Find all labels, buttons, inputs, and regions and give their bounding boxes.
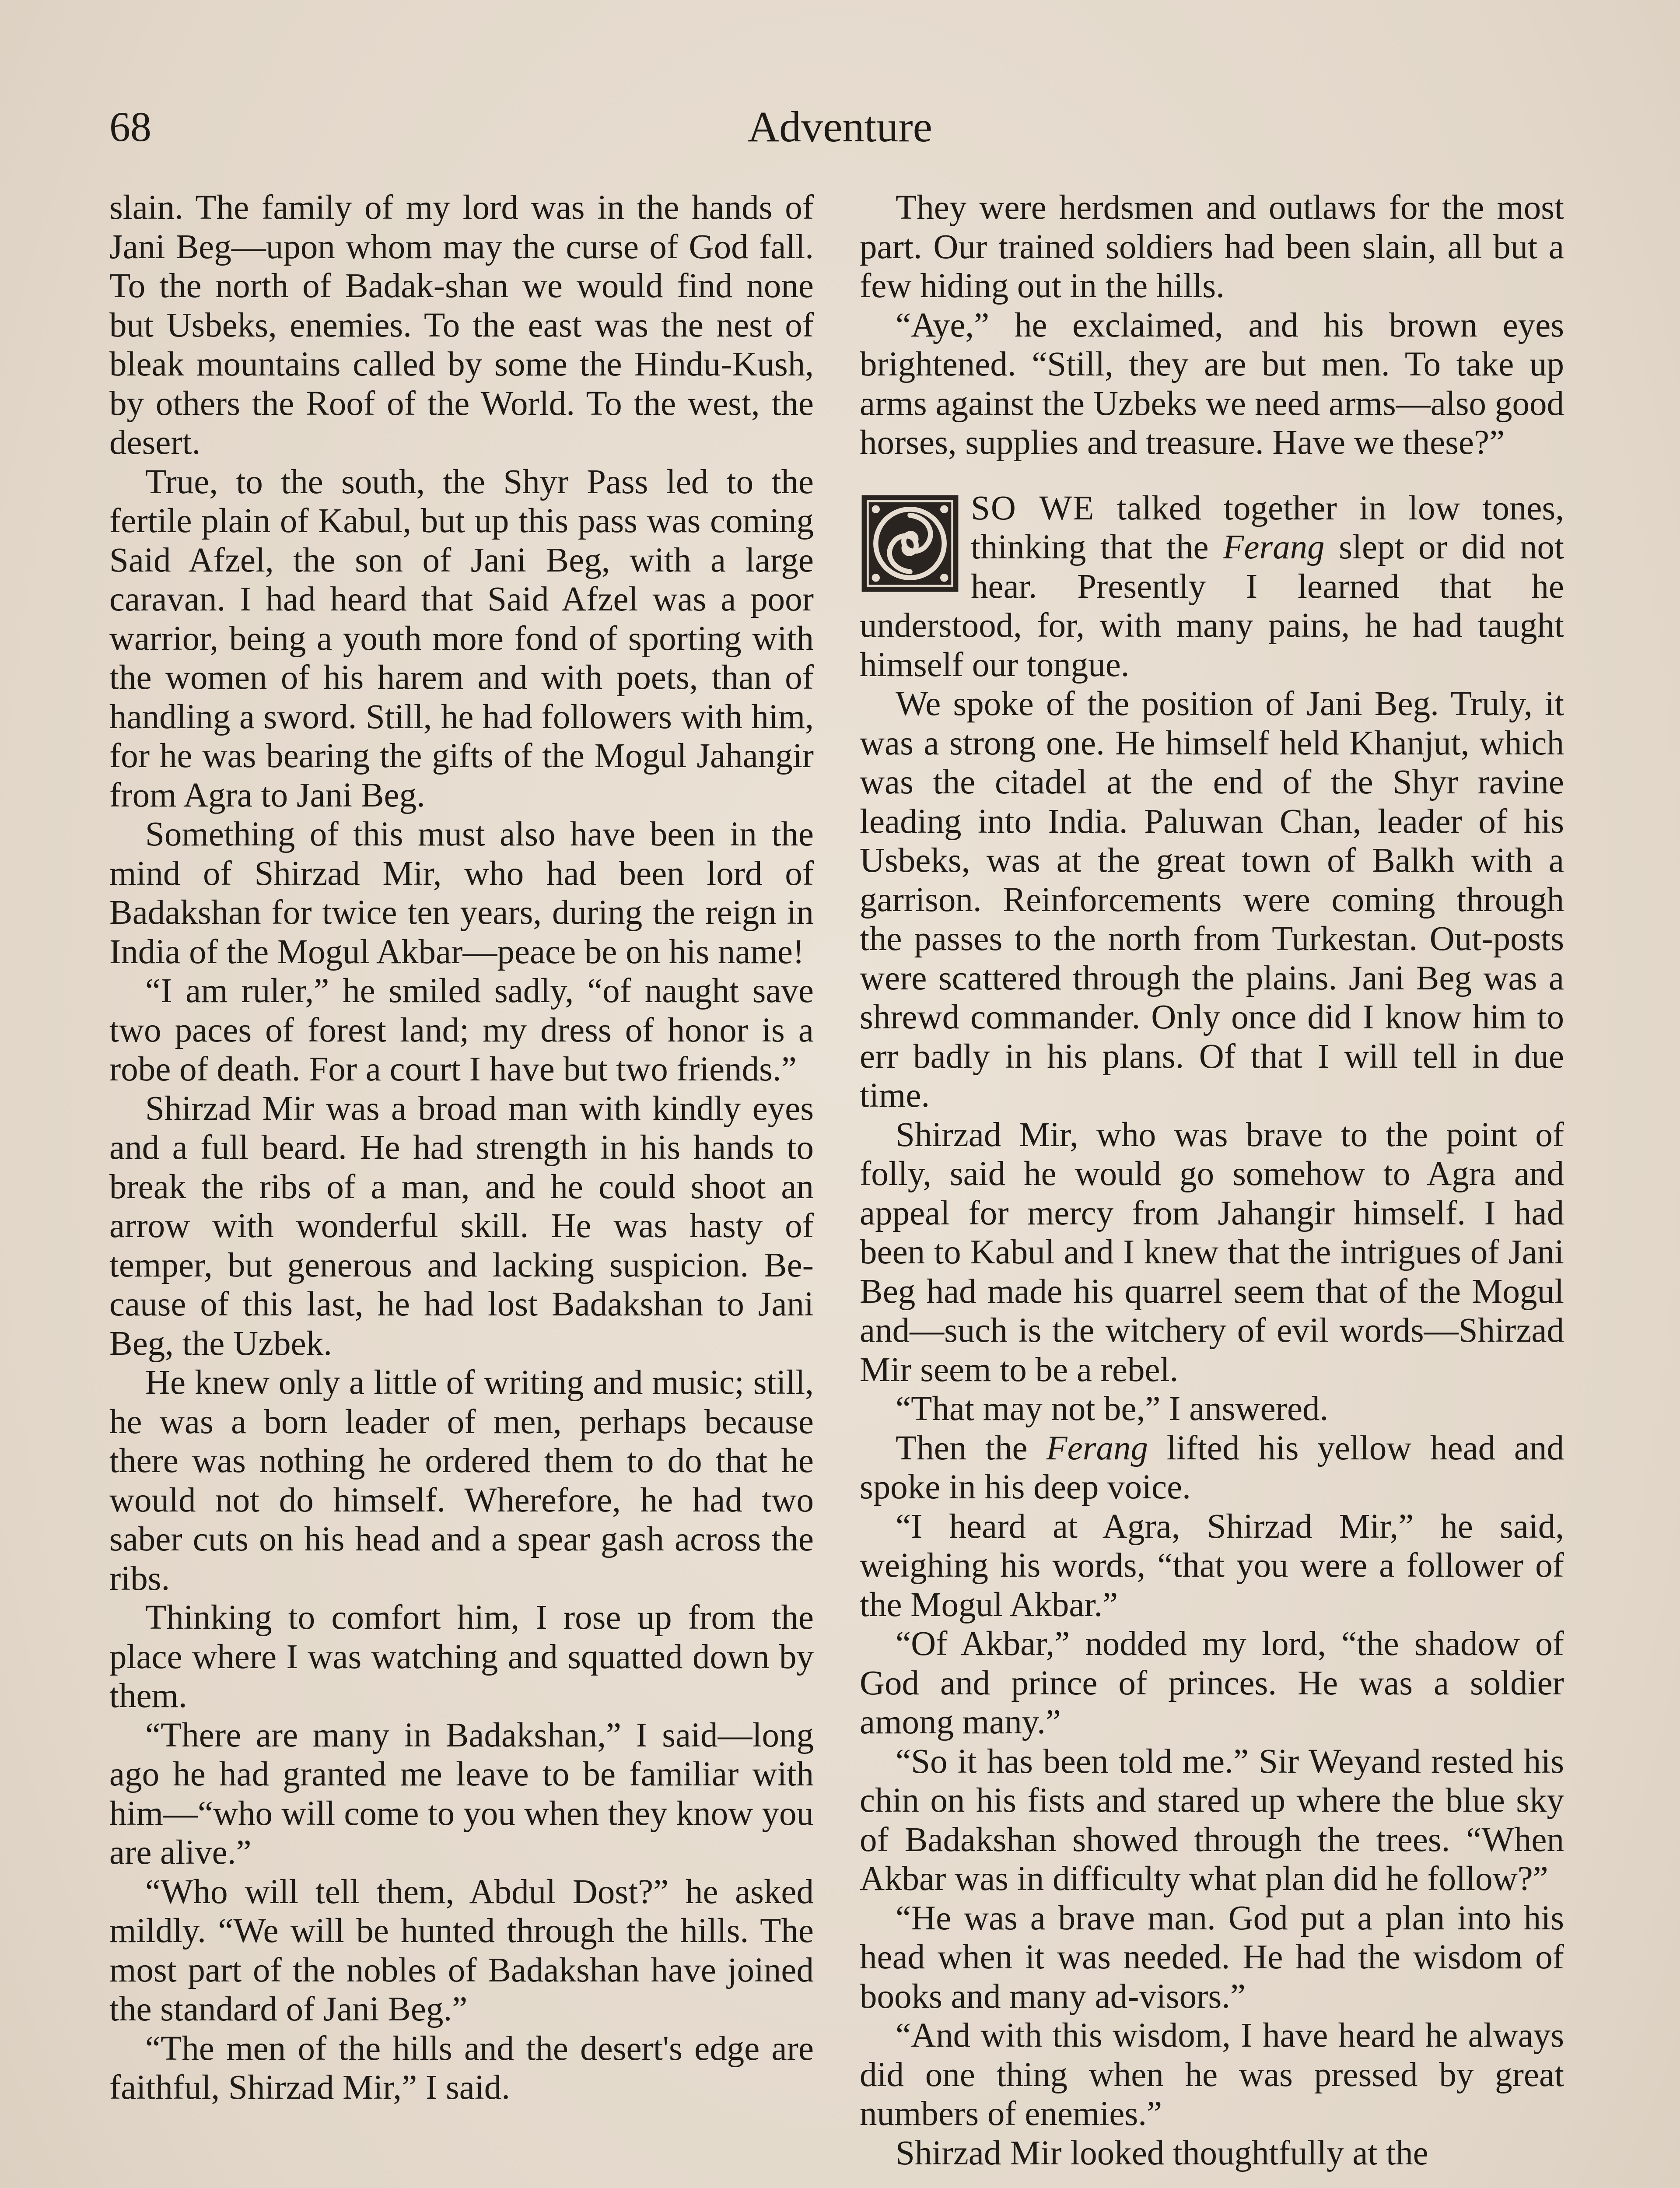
italic-word: Ferang	[1223, 528, 1325, 566]
page-header	[109, 96, 1571, 158]
paragraph	[860, 489, 1564, 685]
paragraph	[860, 1429, 1564, 1507]
running-title: Adventure	[747, 102, 933, 151]
paragraph: “Who will tell them, Abdul Dost?” he asked mildly. “We will be hunted through the hills. The most part of the nobles of Badakshan have joined the standard of Jani Beg.”	[109, 1872, 814, 2028]
paragraph: True, to the south, the Shyr Pass led to the fertile plain of Kabul, but up this pass was coming Said Afzel, the son of Jani Beg, with a large caravan. I had heard that Said Afzel was a poor warrior, being a youth more fond of sporting with the women of his harem and with poets, than of handling a sword. Still, he had followers with him, for he was bearing the gifts of the Mogul Jahangir from Agra to Jani Beg.	[109, 463, 814, 814]
page-number: 68	[109, 103, 151, 150]
paragraph: “Of Akbar,” nodded my lord, “the shadow of God and prince of princes. He was a soldier among many.”	[860, 1625, 1564, 1741]
right-column	[860, 188, 1564, 2173]
paragraph: He knew only a little of writing and music; still, he was a born leader of men, perhaps because there was nothing he ordered them to do that he would not do himself. Wherefore, he had two saber cuts on his head and a spear gash across the ribs.	[109, 1364, 814, 1598]
paragraph: “He was a brave man. God put a plan into his head when it was needed. He had the wisdom of books and many ad-visors.”	[860, 1899, 1564, 2016]
paragraph: Something of this must also have been in the mind of Shirzad Mir, who had been lord of Badakshan for twice ten years, during the reign in India of the Mogul Akbar—peace be on his name!	[109, 815, 814, 971]
paragraph: Thinking to comfort him, I rose up from the place where I was watching and squatted down by them.	[109, 1599, 814, 1715]
text-run: slept or did not hear. Presently I learned that he understood, for, with many pains, he had taught himself our tongue.	[860, 528, 1564, 684]
paragraph: “I heard at Agra, Shirzad Mir,” he said, weighing his words, “that you were a follower of the Mogul Akbar.”	[860, 1507, 1564, 1624]
section-lead-in: SO WE	[971, 489, 1095, 527]
paragraph: “There are many in Badakshan,” I said—long ago he had granted me leave to be familiar with him—“who will come to you when they know you are alive.”	[109, 1716, 814, 1872]
italic-word: Ferang	[1046, 1429, 1148, 1467]
paragraph: “That may not be,” I answered.	[896, 1390, 1329, 1428]
paragraph: “Aye,” he exclaimed, and his brown eyes brightened. “Still, they are but men. To take up arms against the Uzbeks we need arms—also good horses, supplies and treasure. Have we these?”	[860, 306, 1564, 462]
section-break-paragraph	[860, 489, 1564, 685]
text-run: Then the	[896, 1429, 1046, 1467]
text-run: talked together in low tones, thinking that the	[971, 489, 1564, 566]
paragraph: Shirzad Mir, who was brave to the point of folly, said he would go somehow to Agra and appeal for mercy from Jahangir himself. I had been to Kabul and I knew that the intrigues of Jani Beg had made his quarrel seem that of the Mogul and—such is the witchery of evil words—Shirzad Mir seem to be a rebel.	[860, 1115, 1564, 1389]
text-run: lifted his yellow head and spoke in his deep voice.	[860, 1429, 1564, 1506]
paragraph: We spoke of the position of Jani Beg. Truly, it was a strong one. He himself held Khanjut, which was the citadel at the end of the Shyr ravine leading into India. Paluwan Chan, leader of his Usbeks, was at the great town of Balkh with a garrison. Reinforcements were coming through the passes to the north from Turkestan. Out-posts were scattered through the plains. Jani Beg was a shrewd commander. Only once did I know him to err badly in his plans. Of that I will tell in due time.	[860, 685, 1564, 1115]
paragraph: They were herdsmen and outlaws for the most part. Our trained soldiers had been slain, all but a few hiding out in the hills.	[860, 189, 1564, 305]
left-column	[109, 188, 814, 2107]
paragraph: “I am ruler,” he smiled sadly, “of naught save two paces of forest land; my dress of honor is a robe of death. For a court I have but two friends.”	[109, 972, 814, 1088]
paragraph: “The men of the hills and the desert's edge are faithful, Shirzad Mir,” I said.	[109, 2029, 814, 2107]
paragraph: Shirzad Mir looked thoughtfully at the	[896, 2134, 1428, 2172]
swirl-ornament-icon	[860, 493, 960, 594]
paragraph: Shirzad Mir was a broad man with kindly eyes and a full beard. He had strength in his hands to break the ribs of a man, and he could shoot an arrow with wonderful skill. He was hasty of temper, but generous and lacking suspicion. Be-cause of this last, he had lost Badakshan to Jani Beg, the Uzbek.	[109, 1089, 814, 1363]
paragraph: “So it has been told me.” Sir Weyand rested his chin on his fists and stared up where the blue sky of Badakshan showed through the trees. “When Akbar was in difficulty what plan did he follow?”	[860, 1742, 1564, 1898]
paragraph: slain. The family of my lord was in the hands of Jani Beg—upon whom may the curse of God fall. To the north of Badak-shan we would find none but Usbeks, enemies. To the east was the nest of bleak mountains called by some the Hindu-Kush, by others the Roof of the World. To the west, the desert.	[109, 189, 814, 462]
paragraph: “And with this wisdom, I have heard he always did one thing when he was pressed by great numbers of enemies.”	[860, 2016, 1564, 2133]
